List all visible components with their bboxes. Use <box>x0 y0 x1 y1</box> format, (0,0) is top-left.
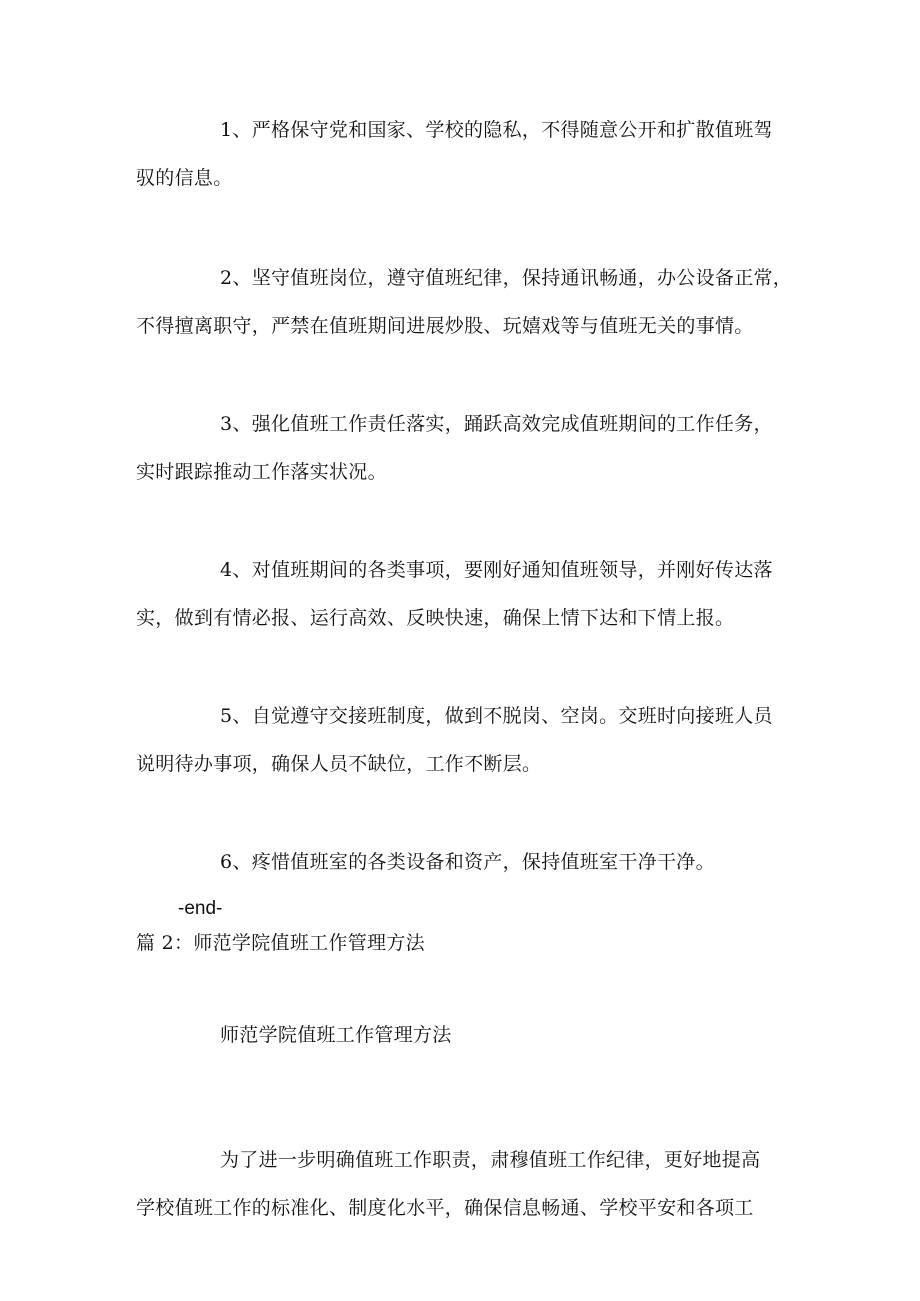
rule-item-5-line-1: 5、自觉遵守交接班制度，做到不脱岗、空岗。交班时向接班人员 <box>220 705 773 727</box>
rule-item-2 <box>136 254 792 350</box>
rule-item-6-line-1: 6、疼惜值班室的各类设备和资产，保持值班室干净干净。 <box>220 851 715 873</box>
rule-item-2-line-2: 不得擅离职守，严禁在值班期间进展炒股、玩嬉戏等与值班无关的事情。 <box>136 315 754 337</box>
section-heading: 篇 2：师范学院值班工作管理方法 <box>136 932 425 954</box>
intro-paragraph <box>136 1136 792 1232</box>
document-title: 师范学院值班工作管理方法 <box>220 1024 452 1046</box>
rule-item-1-line-2: 驭的信息。 <box>136 167 233 189</box>
rule-item-4-line-2: 实，做到有情必报、运行高效、反映快速，确保上情下达和下情上报。 <box>136 607 735 629</box>
rule-item-1-line-1: 1、严格保守党和国家、学校的隐私，不得随意公开和扩散值班驾 <box>220 119 773 141</box>
end-marker: -end- <box>178 898 223 919</box>
rule-item-5-line-2: 说明待办事项，确保人员不缺位，工作不断层。 <box>136 753 542 775</box>
intro-line-1: 为了进一步明确值班工作职责，肃穆值班工作纪律，更好地提高 <box>220 1149 761 1171</box>
rule-item-3-line-2: 实时跟踪推动工作落实状况。 <box>136 461 387 483</box>
rule-item-6 <box>136 838 792 886</box>
intro-line-2: 学校值班工作的标准化、制度化水平，确保信息畅通、学校平安和各项工 <box>136 1197 754 1219</box>
rule-item-3 <box>136 400 792 496</box>
rule-item-1 <box>136 106 792 202</box>
rule-item-2-line-1: 2、坚守值班岗位，遵守值班纪律，保持通讯畅通，办公设备正常， <box>220 267 793 289</box>
rule-item-3-line-1: 3、强化值班工作责任落实，踊跃高效完成值班期间的工作任务， <box>220 413 773 435</box>
rule-item-4 <box>136 546 792 642</box>
rule-item-5 <box>136 692 792 788</box>
rule-item-4-line-1: 4、对值班期间的各类事项，要刚好通知值班领导，并刚好传达落 <box>220 559 773 581</box>
